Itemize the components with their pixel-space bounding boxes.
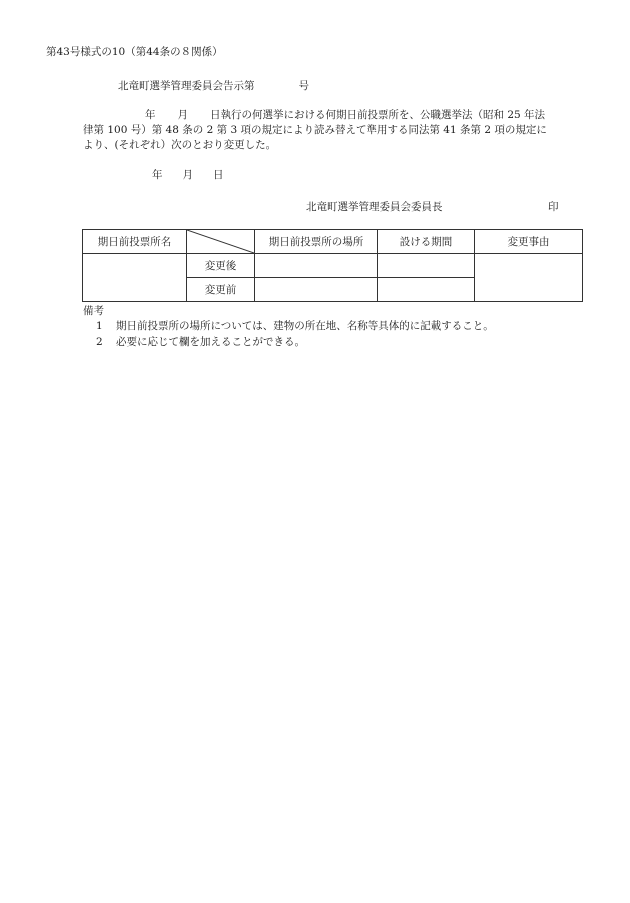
body-line-3: より、(それぞれ）次のとおり変更した。 (83, 139, 277, 151)
header-diagonal-cell (187, 230, 255, 254)
notice-suffix: 号 (298, 80, 309, 92)
note-item (96, 335, 305, 349)
note-number: 2 (96, 336, 103, 348)
body-year: 年 (145, 109, 156, 121)
date-line (152, 168, 224, 182)
row-label-before: 変更前 (187, 278, 255, 302)
notice-number-line (118, 79, 309, 93)
period-before-cell (378, 278, 475, 302)
date-year: 年 (152, 169, 163, 181)
body-line-1 (83, 108, 583, 123)
note-text: 必要に応じて欄を加えることができる。 (116, 336, 305, 348)
note-item (96, 319, 494, 333)
body-line-2: 律第 100 号）第 48 条の 2 第 3 項の規定により読み替えて準用する同法第 41 条第 2 項の規定に (83, 124, 547, 136)
change-table (82, 229, 583, 302)
period-after-cell (378, 254, 475, 278)
seal-mark: 印 (548, 201, 559, 213)
form-number: 第43号様式の10（第44条の８関係） (46, 46, 223, 58)
note-number: 1 (96, 320, 103, 332)
reason-cell (475, 254, 583, 302)
table-header-row (83, 230, 583, 254)
body-month: 月 (177, 109, 188, 121)
diagonal-line (187, 230, 254, 253)
note-text: 期日前投票所の場所については、建物の所在地、名称等具体的に記載すること。 (116, 320, 494, 332)
date-month: 月 (182, 169, 193, 181)
location-before-cell (255, 278, 378, 302)
notes-title: 備考 (83, 305, 104, 317)
signer-title: 北竜町選挙管理委員会委員長 (306, 201, 443, 213)
row-label-after: 変更後 (187, 254, 255, 278)
header-period: 設ける期間 (378, 230, 475, 254)
date-day: 日 (213, 169, 224, 181)
header-station-location: 期日前投票所の場所 (255, 230, 378, 254)
location-after-cell (255, 254, 378, 278)
notice-prefix: 北竜町選挙管理委員会告示第 (118, 80, 255, 92)
header-station-name: 期日前投票所名 (83, 230, 187, 254)
table-row (83, 254, 583, 278)
body-line-1-rest: 日執行の何選挙における何期日前投票所を、公職選挙法（昭和 25 年法 (210, 109, 546, 121)
station-name-cell (83, 254, 187, 302)
header-reason: 変更事由 (475, 230, 583, 254)
